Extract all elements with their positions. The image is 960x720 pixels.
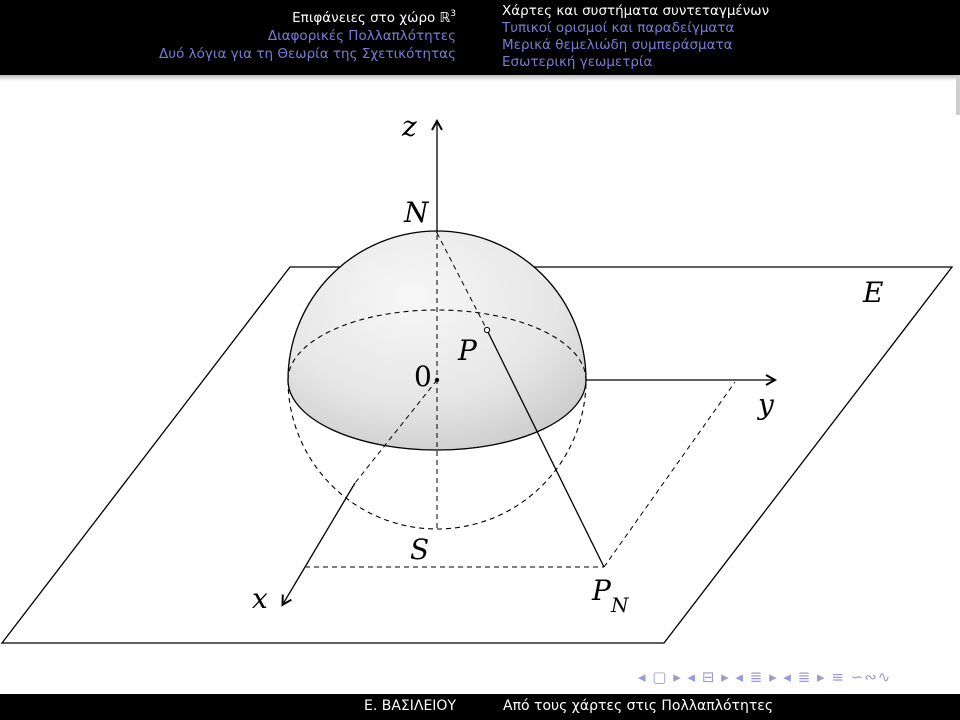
footer-left — [0, 694, 478, 720]
footer-title: Από τους χάρτες στις Πολλαπλότητες — [503, 698, 774, 714]
footer-bar — [0, 694, 960, 720]
section-link-manifolds[interactable]: Διαφορικές Πολλαπλότητες — [267, 28, 456, 44]
section-title-text: Επιφάνειες στο χώρο ℝ — [292, 10, 451, 26]
subsection-link-charts[interactable]: Χάρτες και συστήματα συντεταγμένων — [502, 3, 770, 19]
subsection-link-intrinsic[interactable]: Εσωτερική γεωμετρία — [502, 54, 653, 70]
navigation-symbols[interactable]: ◂ ▢ ▸ ◂ ⊟ ▸ ◂ ≣ ▸ ◂ ≣ ▸ ≡ ∽∾∿ — [638, 668, 892, 686]
point-origin — [435, 378, 439, 382]
label-pn: P — [592, 574, 611, 607]
subsection-link-definitions[interactable]: Τυπικοί ορισμοί και παραδείγματα — [502, 20, 735, 36]
label-y: y — [758, 388, 774, 421]
label-n: N — [404, 196, 429, 229]
label-pn-subscript: N — [611, 593, 629, 617]
label-z: z — [402, 110, 417, 143]
label-x: x — [252, 582, 268, 615]
footer-author: Ε. ΒΑΣΙΛΕΙΟΥ — [363, 698, 456, 714]
label-s: S — [410, 533, 430, 566]
point-p — [484, 327, 489, 332]
subsection-link-results[interactable]: Μερικά θεμελιώδη συμπεράσματα — [502, 37, 733, 53]
label-p: P — [458, 334, 477, 367]
label-e: E — [863, 276, 884, 309]
footer-right — [478, 694, 960, 720]
section-title-superscript: 3 — [450, 9, 456, 19]
label-origin: 0 — [414, 360, 432, 393]
section-link-relativity[interactable]: Δυό λόγια για τη Θεωρία της Σχετικότητας — [159, 46, 456, 62]
